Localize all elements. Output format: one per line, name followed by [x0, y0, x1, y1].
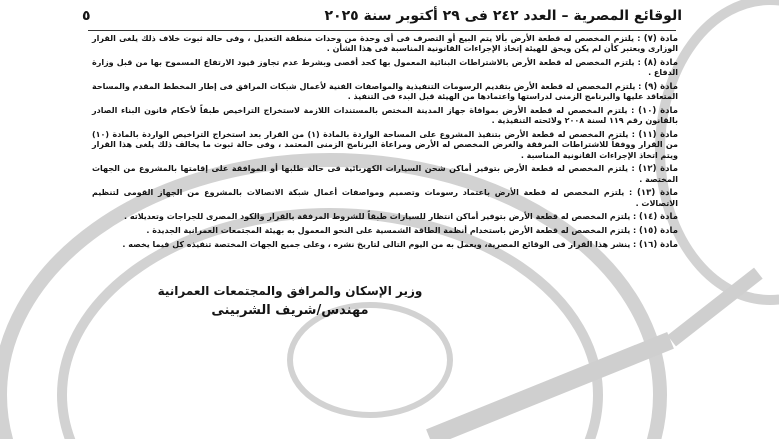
- article-text: : يلتزم المخصص له قطعة الأرض بموافاة جهاز المدينة المختص بالمستندات اللازمة لاستخراج التراخيص طبقاً لأحكام قانون البناء الصادر بالقانون رقم ١١٩ لسنة ٢٠٠٨ ولائحته التنفيذية .: [92, 106, 678, 126]
- article-label: مادة (١٠): [638, 106, 678, 116]
- article-item: [92, 130, 678, 161]
- article-text: : يلتزم المخصص له قطعة الأرض باستخدام أنظمة الطاقة الشمسية على النحو المعمول به بهيئة المجتمعات العمرانية الجديدة .: [146, 226, 637, 235]
- articles-body: [92, 34, 678, 253]
- header-divider: [88, 30, 676, 31]
- article-label: مادة (٩): [644, 82, 678, 92]
- article-text: : يلتزم المخصص له قطعة الأرض بتنفيذ المشروع على المساحة الواردة بالمادة (١) من القرار بعد استخراج التراخيص الواردة بالمادة (١٠) من القرار ووفقاً للاشتراطات المرفقة والغرض المخصص له الأرض ومراعاة البرنامج الزمنى المعتمد ، وفى حالة ثبوت ما يخالف ذلك يلغى هذا القرار ويتم اتخاذ الإجراءات القانونية المناسبة .: [92, 130, 678, 160]
- article-label: مادة (١٥): [639, 226, 678, 236]
- article-label: مادة (١٤): [639, 212, 678, 223]
- article-text: : يلتزم المخصص له قطعة الأرض بتوفير أماكن شحن السيارات الكهربائية فى حالة طلبها أو الموافقة على إقامتها بالمشروع من الجهات المختصة .: [92, 164, 678, 184]
- minister-title: وزير الإسكان والمرافق والمجتمعات العمرانية: [157, 284, 423, 298]
- page-header: [82, 8, 682, 28]
- article-text: : يلتزم المخصص له قطعة الأرض بالاشتراطات البنائية المعمول بها كحد أقصى وبشرط عدم تجاوز قيود الارتفاع المسموح بها من قبل وزارة الدفاع .: [92, 58, 678, 78]
- article-item: [92, 164, 678, 185]
- article-item: [92, 82, 678, 103]
- article-text: : يلتزم المخصص له قطعة الأرض باعتماد رسومات وتصميم ومواصفات أعمال شبكة الاتصالات بالمشروع من الجهاز القومى لتنظيم الاتصالات .: [92, 188, 678, 208]
- article-item: [92, 34, 678, 55]
- article-label: مادة (٨): [643, 58, 678, 68]
- article-item: [92, 106, 678, 127]
- article-text: : ينشر هذا القرار فى الوقائع المصرية، ويعمل به من اليوم التالى لتاريخ نشره ، وعلى جميع الجهات المختصة تنفيذه كل فيما يخصه .: [122, 239, 637, 249]
- article-item: [92, 226, 678, 236]
- article-label: مادة (١١): [638, 130, 678, 140]
- article-label: مادة (١٦): [639, 239, 678, 250]
- signature-block: [140, 283, 440, 321]
- article-item: [92, 58, 678, 79]
- article-item: [92, 240, 678, 250]
- page-number: ٥: [82, 8, 91, 24]
- article-label: مادة (١٣): [637, 188, 678, 199]
- article-text: : يلتزم المخصص له قطعة الأرض بتوفير أماكن انتظار للسيارات طبقاً للشروط المرفقة بالقرار والكود المصرى للجراجات وتعديلاته .: [124, 212, 637, 222]
- article-label: مادة (٧): [643, 34, 678, 44]
- article-item: [92, 188, 678, 209]
- minister-name: مهندس/شريف الشربينى: [211, 303, 369, 318]
- article-label: مادة (١٢): [638, 164, 678, 175]
- article-text: : يلتزم المخصص له قطعة الأرض بألا يتم البيع أو التصرف فى أى وحدة من وحدات منطقة التعديل ، وفى حالة ثبوت خلاف ذلك يلغى القرار الوزارى ويعتبر كأن لم يكن ويحق للهيئة إتخاذ الإجراءات القانونية المناسبة فى هذا الشأن .: [92, 34, 678, 54]
- issue-title: الوقائع المصرية – العدد ٢٤٢ فى ٢٩ أكتوبر سنة ٢٠٢٥: [324, 8, 682, 24]
- article-text: : يلتزم المخصص له قطعة الأرض بتقديم الرسومات التنفيذية والمواصفات الفنية لأعمال شبكات المرافق فى إطار المخطط المقدم والمساحة المتعاقد عليها والبرنامج الزمنى لدراستها واعتمادها من الهيئة قبل البدء فى التنفيذ .: [92, 82, 678, 102]
- article-item: [92, 212, 678, 222]
